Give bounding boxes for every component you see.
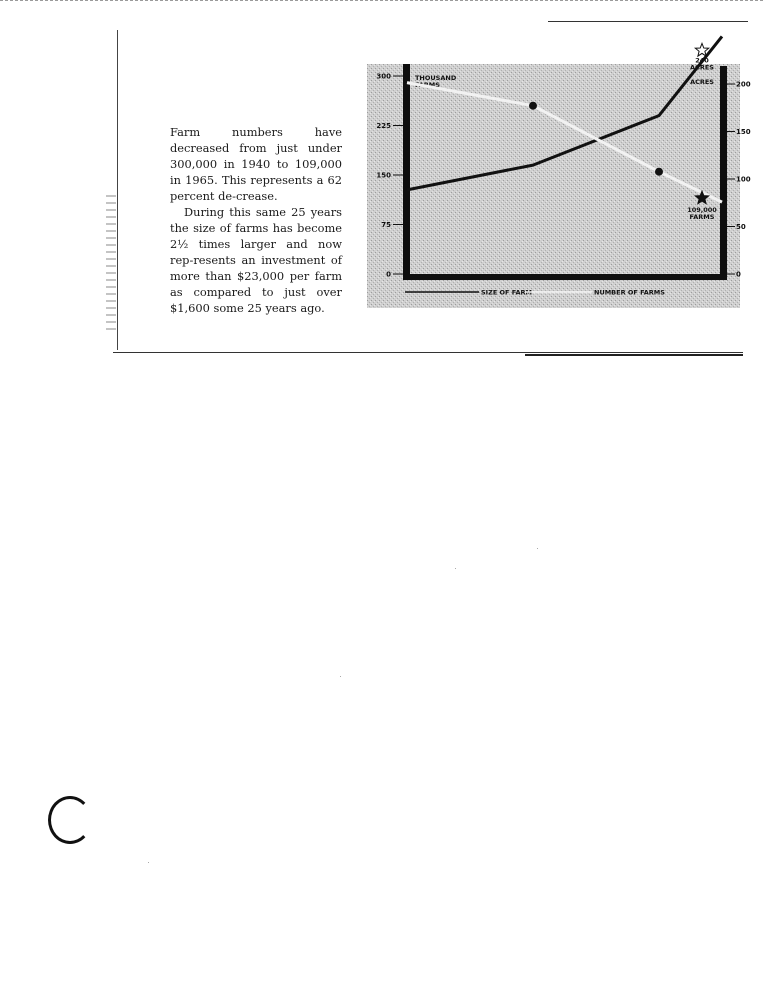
left-tick-label: 75 bbox=[381, 221, 391, 229]
left-axis-title-2: FARMS bbox=[415, 81, 440, 89]
binder-hole-icon bbox=[48, 796, 92, 844]
speck bbox=[340, 676, 341, 677]
left-tick-label: 300 bbox=[376, 72, 391, 81]
right-tick-label: 50 bbox=[736, 223, 746, 231]
right-tick-label: 100 bbox=[736, 175, 751, 184]
x-axis-bar bbox=[403, 274, 727, 280]
paragraph-2: During this same 25 years the size of farms has become 2½ times larger and now rep-resents an investment of more than $23,000 per farm as compared to just over $1,600 some 25 years ago. bbox=[170, 205, 342, 315]
scan-smudge bbox=[106, 195, 116, 335]
end-label-2: FARMS bbox=[689, 213, 715, 222]
left-tick-label: 225 bbox=[376, 122, 391, 130]
top-rule bbox=[548, 21, 748, 22]
data-point bbox=[529, 102, 537, 110]
left-axis-title-1: THOUSAND bbox=[415, 74, 457, 82]
top-dashed-edge bbox=[0, 0, 763, 1]
chart-svg bbox=[367, 56, 751, 308]
bottom-rule bbox=[113, 352, 743, 353]
speck bbox=[537, 548, 538, 549]
right-axis-bar bbox=[720, 66, 727, 280]
right-tick-label: 150 bbox=[736, 128, 751, 136]
speck bbox=[455, 568, 456, 569]
end-label-1: 240 bbox=[695, 56, 709, 65]
paragraph-1: Farm numbers have decreased from just under 300,000 in 1940 to 109,000 in 1965. This represents a 62 percent de-crease. bbox=[170, 125, 342, 203]
farm-chart bbox=[367, 56, 751, 308]
right-tick-label: 200 bbox=[736, 80, 751, 89]
end-label-1: 109,000 bbox=[687, 206, 717, 215]
right-axis-title: ACRES bbox=[690, 78, 714, 86]
right-tick-label: 0 bbox=[736, 270, 741, 279]
speck bbox=[148, 862, 149, 863]
margin-line bbox=[117, 30, 118, 350]
legend-size-of-farm: SIZE OF FARM bbox=[481, 288, 532, 297]
left-tick-label: 150 bbox=[376, 171, 391, 180]
legend-number-of-farms: NUMBER OF FARMS bbox=[594, 288, 665, 297]
bottom-rule-thick bbox=[525, 354, 743, 356]
left-axis-bar bbox=[403, 64, 410, 280]
end-label-2: ACRES bbox=[690, 63, 714, 72]
body-text bbox=[170, 124, 342, 316]
data-point bbox=[655, 168, 663, 176]
left-tick-label: 0 bbox=[386, 270, 391, 279]
